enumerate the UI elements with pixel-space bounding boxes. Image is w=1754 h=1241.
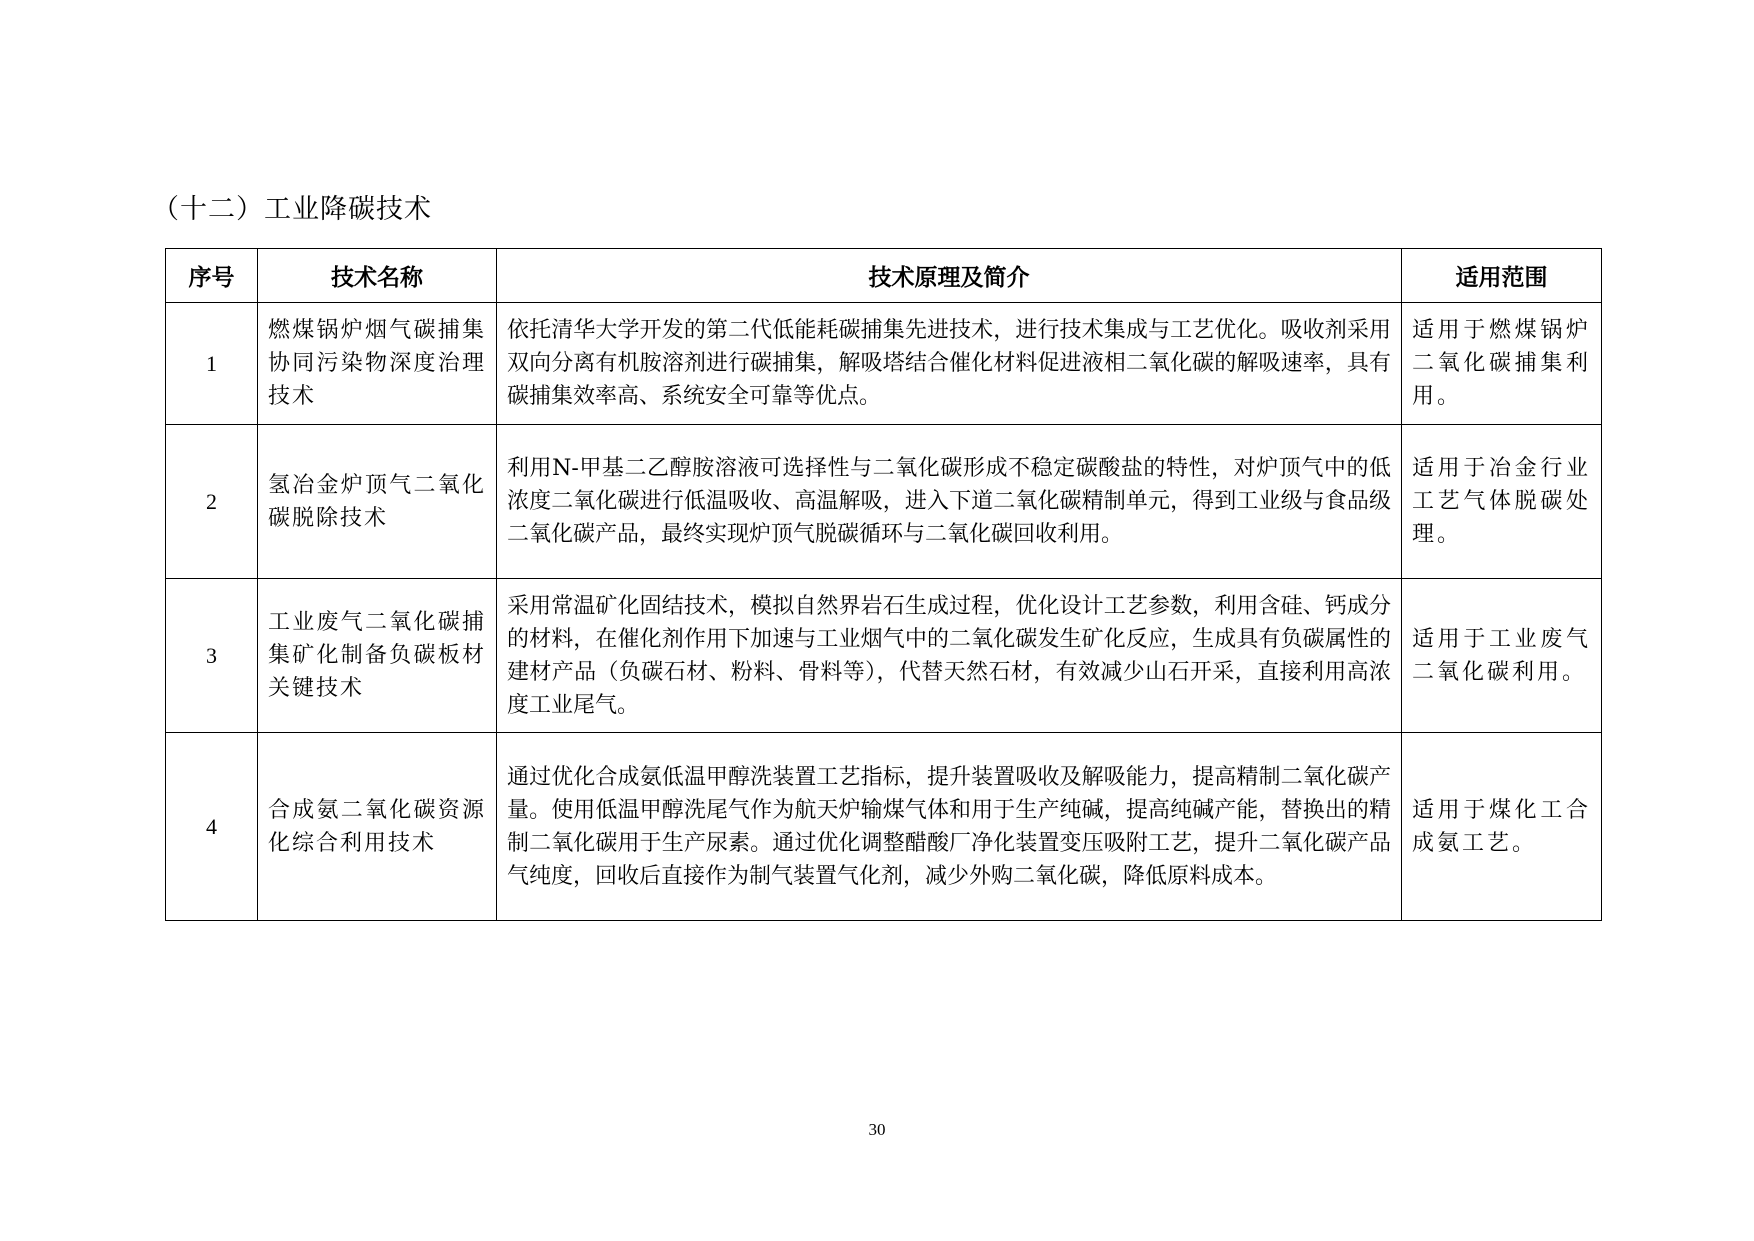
technology-name: 燃煤锅炉烟气碳捕集协同污染物深度治理技术 [258,303,497,425]
technology-table [165,248,1602,921]
application-scope: 适用于工业废气二氧化碳利用。 [1402,579,1602,733]
application-scope: 适用于燃煤锅炉二氧化碳捕集利用。 [1402,303,1602,425]
row-number: 1 [166,303,258,425]
table-row [166,579,1602,733]
table-row [166,733,1602,921]
table-header-row [166,249,1602,303]
row-number: 3 [166,579,258,733]
application-scope: 适用于煤化工合成氨工艺。 [1402,733,1602,921]
technology-name: 氢冶金炉顶气二氧化碳脱除技术 [258,425,497,579]
header-scope: 适用范围 [1402,249,1602,303]
technology-name: 工业废气二氧化碳捕集矿化制备负碳板材关键技术 [258,579,497,733]
table-row [166,303,1602,425]
header-principle: 技术原理及简介 [497,249,1402,303]
technology-name: 合成氨二氧化碳资源化综合利用技术 [258,733,497,921]
application-scope: 适用于冶金行业工艺气体脱碳处理。 [1402,425,1602,579]
header-name: 技术名称 [258,249,497,303]
technology-principle: 通过优化合成氨低温甲醇洗装置工艺指标，提升装置吸收及解吸能力，提高精制二氧化碳产量。使用低温甲醇洗尾气作为航天炉输煤气体和用于生产纯碱，提高纯碱产能，替换出的精制二氧化碳用于生产尿素。通过优化调整醋酸厂净化装置变压吸附工艺，提升二氧化碳产品气纯度，回收后直接作为制气装置气化剂，减少外购二氧化碳，降低原料成本。 [497,733,1402,921]
section-title: （十二）工业降碳技术 [152,194,432,225]
technology-principle: 依托清华大学开发的第二代低能耗碳捕集先进技术，进行技术集成与工艺优化。吸收剂采用双向分离有机胺溶剂进行碳捕集，解吸塔结合催化材料促进液相二氧化碳的解吸速率，具有碳捕集效率高、系统安全可靠等优点。 [497,303,1402,425]
technology-principle: 采用常温矿化固结技术，模拟自然界岩石生成过程，优化设计工艺参数，利用含硅、钙成分的材料，在催化剂作用下加速与工业烟气中的二氧化碳发生矿化反应，生成具有负碳属性的建材产品（负碳石材、粉料、骨料等），代替天然石材，有效减少山石开采，直接利用高浓度工业尾气。 [497,579,1402,733]
header-no: 序号 [166,249,258,303]
row-number: 2 [166,425,258,579]
row-number: 4 [166,733,258,921]
page-number: 30 [868,1120,886,1139]
table-row [166,425,1602,579]
technology-principle: 利用N-甲基二乙醇胺溶液可选择性与二氧化碳形成不稳定碳酸盐的特性，对炉顶气中的低浓度二氧化碳进行低温吸收、高温解吸，进入下道二氧化碳精制单元，得到工业级与食品级二氧化碳产品，最终实现炉顶气脱碳循环与二氧化碳回收利用。 [497,425,1402,579]
